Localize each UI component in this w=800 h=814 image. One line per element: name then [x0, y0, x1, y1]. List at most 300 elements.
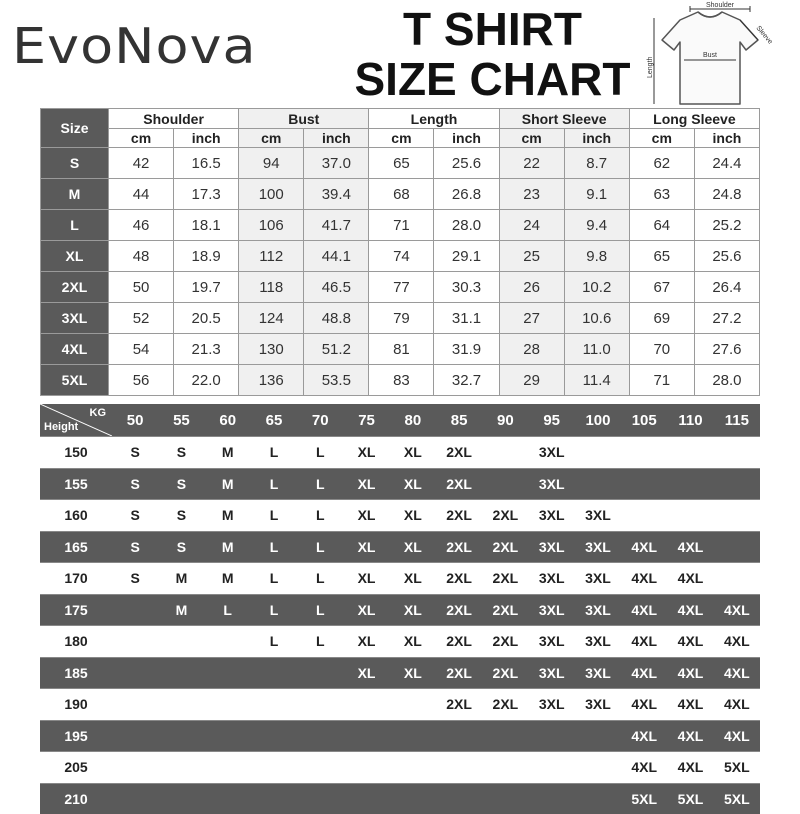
measure-cell: 54 — [109, 334, 174, 365]
measure-cell: 25.2 — [694, 210, 759, 241]
diagram-sleeve-label: Sleeve — [754, 24, 774, 46]
measure-cell: 48.8 — [304, 303, 369, 334]
measure-cell: 26.8 — [434, 179, 499, 210]
measure-cell: 136 — [239, 365, 304, 396]
recommended-size-cell — [112, 752, 158, 784]
height-row — [40, 783, 760, 814]
recommended-size-cell: L — [251, 500, 297, 532]
recommended-size-cell: M — [205, 437, 251, 469]
recommended-size-cell — [343, 689, 389, 721]
height-row — [40, 752, 760, 784]
unit-cm-header: cm — [369, 129, 434, 148]
weight-header: 115 — [714, 404, 760, 437]
weight-header: 60 — [205, 404, 251, 437]
recommended-size-cell: 4XL — [621, 626, 667, 658]
recommended-size-cell: XL — [390, 563, 436, 595]
height-value: 150 — [40, 437, 112, 469]
recommended-size-cell: 3XL — [529, 468, 575, 500]
measure-cell: 29.1 — [434, 241, 499, 272]
recommended-size-cell: XL — [343, 500, 389, 532]
recommended-size-cell: 3XL — [529, 531, 575, 563]
recommended-size-cell: 2XL — [482, 657, 528, 689]
measure-cell: 28.0 — [694, 365, 759, 396]
recommended-size-cell: 4XL — [621, 594, 667, 626]
recommended-size-cell — [436, 783, 482, 814]
recommended-size-cell — [667, 500, 713, 532]
recommended-size-cell: 4XL — [714, 626, 760, 658]
recommended-size-cell: S — [112, 468, 158, 500]
size-table-unit-header — [41, 129, 760, 148]
measure-cell: 24 — [499, 210, 564, 241]
unit-cm-header: cm — [239, 129, 304, 148]
recommended-size-cell — [343, 752, 389, 784]
recommended-size-cell — [482, 720, 528, 752]
title-line-1: T SHIRT — [403, 3, 582, 55]
recommended-size-cell: 3XL — [575, 689, 621, 721]
recommended-size-cell: 4XL — [667, 720, 713, 752]
measure-cell: 32.7 — [434, 365, 499, 396]
measure-cell: 9.4 — [564, 210, 629, 241]
measure-cell: 69 — [629, 303, 694, 334]
measure-cell: 94 — [239, 148, 304, 179]
measure-cell: 19.7 — [174, 272, 239, 303]
measure-cell: 9.1 — [564, 179, 629, 210]
measure-cell: 27.2 — [694, 303, 759, 334]
measure-cell: 30.3 — [434, 272, 499, 303]
height-value: 190 — [40, 689, 112, 721]
recommended-size-cell: XL — [390, 531, 436, 563]
recommended-size-cell: 4XL — [667, 531, 713, 563]
measure-cell: 53.5 — [304, 365, 369, 396]
recommended-size-cell: S — [158, 531, 204, 563]
recommended-size-cell: XL — [390, 500, 436, 532]
weight-header-row — [40, 404, 760, 437]
recommended-size-cell — [482, 752, 528, 784]
recommended-size-cell — [112, 626, 158, 658]
measure-cell: 130 — [239, 334, 304, 365]
measure-cell: 41.7 — [304, 210, 369, 241]
measure-cell: 51.2 — [304, 334, 369, 365]
measure-cell: 68 — [369, 179, 434, 210]
measure-cell: 8.7 — [564, 148, 629, 179]
recommended-size-cell: XL — [343, 563, 389, 595]
recommended-size-cell: L — [297, 468, 343, 500]
recommended-size-cell: 2XL — [436, 626, 482, 658]
size-row — [41, 210, 760, 241]
height-value: 170 — [40, 563, 112, 595]
recommended-size-cell: 2XL — [482, 594, 528, 626]
weight-header: 70 — [297, 404, 343, 437]
measure-cell: 20.5 — [174, 303, 239, 334]
measure-cell: 112 — [239, 241, 304, 272]
measure-cell: 24.8 — [694, 179, 759, 210]
recommended-size-cell — [251, 752, 297, 784]
recommended-size-cell: XL — [390, 468, 436, 500]
recommended-size-cell: 2XL — [436, 563, 482, 595]
measure-cell: 62 — [629, 148, 694, 179]
recommended-size-cell — [251, 657, 297, 689]
size-row — [41, 241, 760, 272]
recommended-size-cell — [575, 783, 621, 814]
recommended-size-cell: XL — [390, 657, 436, 689]
recommended-size-cell — [158, 626, 204, 658]
measure-cell: 81 — [369, 334, 434, 365]
measure-cell: 10.6 — [564, 303, 629, 334]
recommended-size-cell — [297, 752, 343, 784]
recommended-size-cell — [205, 689, 251, 721]
recommended-size-cell: 3XL — [575, 594, 621, 626]
recommended-size-cell — [714, 500, 760, 532]
recommended-size-cell: L — [251, 531, 297, 563]
recommended-size-cell: S — [112, 531, 158, 563]
measure-cell: 23 — [499, 179, 564, 210]
recommended-size-cell — [575, 468, 621, 500]
recommended-size-cell: L — [297, 626, 343, 658]
recommended-size-cell: M — [158, 563, 204, 595]
recommended-size-cell — [205, 626, 251, 658]
measure-cell: 27 — [499, 303, 564, 334]
recommended-size-cell: S — [158, 500, 204, 532]
recommended-size-cell — [621, 437, 667, 469]
size-label: L — [41, 210, 109, 241]
recommended-size-cell — [621, 468, 667, 500]
recommended-size-cell — [482, 783, 528, 814]
measure-cell: 28 — [499, 334, 564, 365]
recommended-size-cell — [529, 752, 575, 784]
recommended-size-cell — [158, 689, 204, 721]
unit-cm-header: cm — [109, 129, 174, 148]
size-row — [41, 365, 760, 396]
recommended-size-cell: 2XL — [482, 531, 528, 563]
recommended-size-cell — [575, 752, 621, 784]
unit-cm-header: cm — [629, 129, 694, 148]
measure-cell: 50 — [109, 272, 174, 303]
measure-cell: 9.8 — [564, 241, 629, 272]
page-title — [345, 4, 640, 104]
weight-header: 65 — [251, 404, 297, 437]
diagram-length-label: Length — [647, 56, 654, 78]
measure-cell: 74 — [369, 241, 434, 272]
measure-cell: 27.6 — [694, 334, 759, 365]
recommended-size-cell — [297, 720, 343, 752]
recommended-size-cell — [390, 783, 436, 814]
recommended-size-cell: 4XL — [667, 657, 713, 689]
size-row — [41, 303, 760, 334]
measure-cell: 22 — [499, 148, 564, 179]
recommended-size-cell — [112, 720, 158, 752]
recommended-size-cell: 2XL — [436, 594, 482, 626]
unit-inch-header: inch — [564, 129, 629, 148]
recommended-size-cell — [575, 720, 621, 752]
recommended-size-cell — [158, 720, 204, 752]
measure-cell: 37.0 — [304, 148, 369, 179]
height-value: 195 — [40, 720, 112, 752]
recommended-size-cell — [714, 437, 760, 469]
recommended-size-cell: 4XL — [714, 720, 760, 752]
recommended-size-cell — [112, 689, 158, 721]
measure-cell: 11.4 — [564, 365, 629, 396]
height-value: 165 — [40, 531, 112, 563]
recommended-size-cell: 4XL — [714, 657, 760, 689]
measure-group-header: Long Sleeve — [629, 109, 759, 129]
measure-cell: 65 — [369, 148, 434, 179]
recommended-size-cell: 4XL — [621, 689, 667, 721]
measure-cell: 44.1 — [304, 241, 369, 272]
measure-cell: 106 — [239, 210, 304, 241]
height-label: Height — [44, 421, 79, 433]
recommended-size-cell: 3XL — [575, 657, 621, 689]
recommended-size-cell: 3XL — [529, 437, 575, 469]
recommended-size-cell — [714, 468, 760, 500]
weight-header: 80 — [390, 404, 436, 437]
recommended-size-cell: M — [205, 531, 251, 563]
recommended-size-cell: 3XL — [529, 594, 575, 626]
recommended-size-cell: 4XL — [667, 594, 713, 626]
height-weight-table — [40, 404, 760, 814]
recommended-size-cell — [714, 531, 760, 563]
height-value: 160 — [40, 500, 112, 532]
measure-cell: 25.6 — [694, 241, 759, 272]
recommended-size-cell — [112, 783, 158, 814]
brand-logo: EvoNova — [12, 18, 257, 75]
measure-cell: 28.0 — [434, 210, 499, 241]
recommended-size-cell: 4XL — [621, 752, 667, 784]
recommended-size-cell — [112, 657, 158, 689]
recommended-size-cell: L — [251, 594, 297, 626]
measure-cell: 67 — [629, 272, 694, 303]
recommended-size-cell: 2XL — [482, 626, 528, 658]
recommended-size-cell — [714, 563, 760, 595]
measure-cell: 48 — [109, 241, 174, 272]
recommended-size-cell: 2XL — [436, 657, 482, 689]
recommended-size-cell: 4XL — [621, 657, 667, 689]
recommended-size-cell: 4XL — [667, 563, 713, 595]
recommended-size-cell — [482, 468, 528, 500]
recommended-size-cell: 3XL — [529, 689, 575, 721]
recommended-size-cell: 5XL — [621, 783, 667, 814]
recommended-size-cell: 4XL — [621, 531, 667, 563]
height-value: 185 — [40, 657, 112, 689]
recommended-size-cell: L — [251, 563, 297, 595]
recommended-size-cell: XL — [343, 437, 389, 469]
measure-group-header: Short Sleeve — [499, 109, 629, 129]
measure-cell: 11.0 — [564, 334, 629, 365]
measure-cell: 70 — [629, 334, 694, 365]
recommended-size-cell — [621, 500, 667, 532]
height-value: 175 — [40, 594, 112, 626]
recommended-size-cell: L — [205, 594, 251, 626]
recommended-size-cell: M — [205, 563, 251, 595]
measure-group-header: Length — [369, 109, 499, 129]
measure-cell: 18.1 — [174, 210, 239, 241]
measure-cell: 71 — [369, 210, 434, 241]
measure-cell: 10.2 — [564, 272, 629, 303]
recommended-size-cell: 4XL — [667, 626, 713, 658]
size-measurement-table — [40, 108, 760, 396]
recommended-size-cell — [667, 437, 713, 469]
recommended-size-cell: 5XL — [667, 783, 713, 814]
recommended-size-cell — [158, 752, 204, 784]
measure-cell: 18.9 — [174, 241, 239, 272]
recommended-size-cell: 2XL — [436, 689, 482, 721]
unit-inch-header: inch — [694, 129, 759, 148]
measure-cell: 63 — [629, 179, 694, 210]
weight-header: 105 — [621, 404, 667, 437]
recommended-size-cell — [482, 437, 528, 469]
recommended-size-cell: 2XL — [482, 563, 528, 595]
recommended-size-cell — [112, 594, 158, 626]
measure-cell: 26.4 — [694, 272, 759, 303]
measure-cell: 26 — [499, 272, 564, 303]
recommended-size-cell — [205, 720, 251, 752]
height-value: 155 — [40, 468, 112, 500]
size-row — [41, 334, 760, 365]
height-row — [40, 468, 760, 500]
recommended-size-cell: S — [158, 468, 204, 500]
recommended-size-cell: 2XL — [436, 531, 482, 563]
measure-cell: 16.5 — [174, 148, 239, 179]
recommended-size-cell — [205, 783, 251, 814]
recommended-size-cell — [251, 783, 297, 814]
recommended-size-cell — [343, 783, 389, 814]
recommended-size-cell: 4XL — [714, 594, 760, 626]
recommended-size-cell: XL — [390, 594, 436, 626]
recommended-size-cell — [297, 689, 343, 721]
recommended-size-cell — [297, 783, 343, 814]
recommended-size-cell: 3XL — [575, 500, 621, 532]
recommended-size-cell: L — [251, 437, 297, 469]
recommended-size-cell — [667, 468, 713, 500]
weight-header: 100 — [575, 404, 621, 437]
recommended-size-cell: 3XL — [529, 500, 575, 532]
recommended-size-cell: L — [297, 531, 343, 563]
measure-cell: 25.6 — [434, 148, 499, 179]
height-row — [40, 531, 760, 563]
measure-group-header: Bust — [239, 109, 369, 129]
weight-header: 55 — [158, 404, 204, 437]
height-kg-corner — [40, 404, 112, 437]
weight-header: 85 — [436, 404, 482, 437]
recommended-size-cell — [297, 657, 343, 689]
height-value: 205 — [40, 752, 112, 784]
height-value: 180 — [40, 626, 112, 658]
recommended-size-cell: S — [112, 437, 158, 469]
measure-cell: 44 — [109, 179, 174, 210]
recommended-size-cell: 3XL — [529, 563, 575, 595]
recommended-size-cell — [251, 689, 297, 721]
recommended-size-cell: 2XL — [436, 468, 482, 500]
recommended-size-cell — [251, 720, 297, 752]
measure-cell: 71 — [629, 365, 694, 396]
recommended-size-cell: S — [112, 563, 158, 595]
measure-cell: 79 — [369, 303, 434, 334]
measure-cell: 83 — [369, 365, 434, 396]
height-row — [40, 626, 760, 658]
recommended-size-cell: L — [251, 468, 297, 500]
measure-cell: 31.1 — [434, 303, 499, 334]
measure-cell: 46 — [109, 210, 174, 241]
size-table-group-header — [41, 109, 760, 129]
height-row — [40, 594, 760, 626]
diagram-shoulder-label: Shoulder — [705, 2, 735, 9]
recommended-size-cell: 2XL — [436, 500, 482, 532]
recommended-size-cell: L — [251, 626, 297, 658]
measure-cell: 118 — [239, 272, 304, 303]
recommended-size-cell — [436, 720, 482, 752]
measure-cell: 31.9 — [434, 334, 499, 365]
recommended-size-cell: 5XL — [714, 783, 760, 814]
height-row — [40, 500, 760, 532]
unit-inch-header: inch — [174, 129, 239, 148]
recommended-size-cell: M — [205, 468, 251, 500]
kg-label: KG — [89, 407, 106, 419]
measure-cell: 64 — [629, 210, 694, 241]
recommended-size-cell: XL — [343, 626, 389, 658]
height-value: 210 — [40, 783, 112, 814]
height-row — [40, 657, 760, 689]
recommended-size-cell — [205, 657, 251, 689]
size-label: M — [41, 179, 109, 210]
height-row — [40, 437, 760, 469]
height-row — [40, 563, 760, 595]
recommended-size-cell: 3XL — [575, 626, 621, 658]
recommended-size-cell: S — [158, 437, 204, 469]
measure-cell: 29 — [499, 365, 564, 396]
measure-cell: 77 — [369, 272, 434, 303]
recommended-size-cell — [529, 720, 575, 752]
recommended-size-cell: 3XL — [575, 563, 621, 595]
measure-group-header: Shoulder — [109, 109, 239, 129]
recommended-size-cell: XL — [343, 531, 389, 563]
weight-header: 110 — [667, 404, 713, 437]
recommended-size-cell: XL — [343, 657, 389, 689]
size-label: 2XL — [41, 272, 109, 303]
recommended-size-cell: 4XL — [667, 689, 713, 721]
recommended-size-cell: XL — [390, 437, 436, 469]
recommended-size-cell — [390, 689, 436, 721]
measure-cell: 65 — [629, 241, 694, 272]
measure-cell: 42 — [109, 148, 174, 179]
weight-header: 75 — [343, 404, 389, 437]
tshirt-diagram-icon — [640, 0, 800, 108]
measure-cell: 22.0 — [174, 365, 239, 396]
size-label: 3XL — [41, 303, 109, 334]
title-line-2: SIZE CHART — [354, 53, 631, 105]
unit-cm-header: cm — [499, 129, 564, 148]
measure-cell: 17.3 — [174, 179, 239, 210]
weight-header: 95 — [529, 404, 575, 437]
recommended-size-cell — [390, 720, 436, 752]
recommended-size-cell — [158, 657, 204, 689]
recommended-size-cell — [205, 752, 251, 784]
recommended-size-cell: M — [205, 500, 251, 532]
recommended-size-cell: 4XL — [714, 689, 760, 721]
recommended-size-cell: XL — [390, 626, 436, 658]
height-row — [40, 689, 760, 721]
unit-inch-header: inch — [434, 129, 499, 148]
recommended-size-cell: 3XL — [575, 531, 621, 563]
measure-cell: 124 — [239, 303, 304, 334]
measure-cell: 25 — [499, 241, 564, 272]
size-row — [41, 272, 760, 303]
recommended-size-cell: 2XL — [436, 437, 482, 469]
recommended-size-cell: L — [297, 437, 343, 469]
measure-cell: 24.4 — [694, 148, 759, 179]
recommended-size-cell — [529, 783, 575, 814]
size-label: 4XL — [41, 334, 109, 365]
size-label: S — [41, 148, 109, 179]
measure-cell: 56 — [109, 365, 174, 396]
